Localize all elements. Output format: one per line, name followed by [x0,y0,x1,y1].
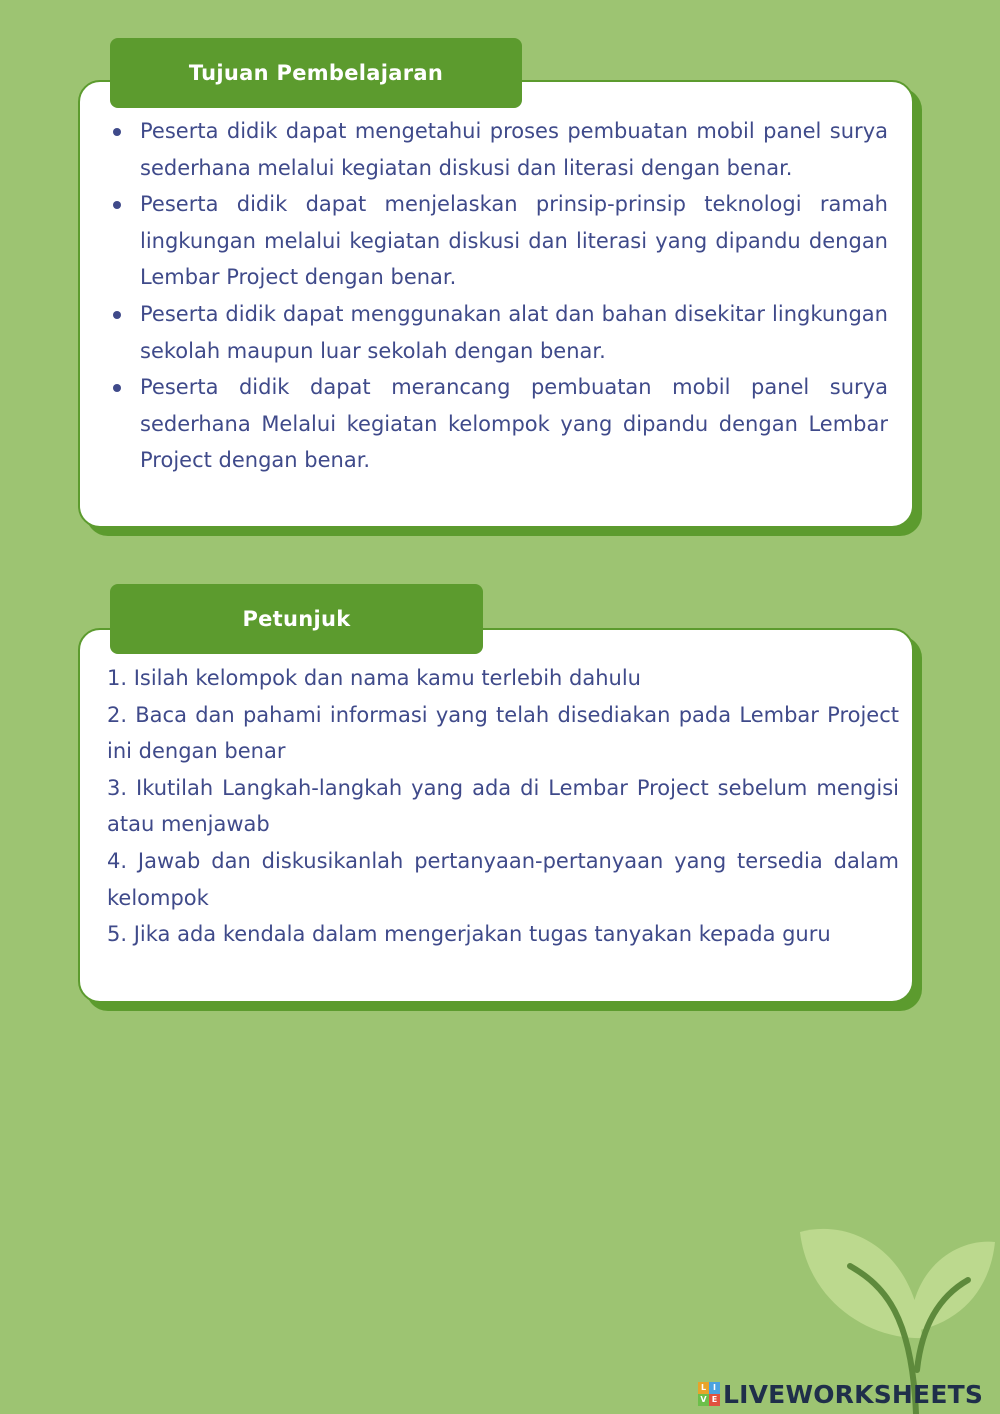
tujuan-item: Peserta didik dapat merancang pembuatan mobil panel surya sederhana Melalui kegiatan kelompok yang dipandu dengan Lembar Project dengan benar. [140,369,888,479]
tujuan-item: Peserta didik dapat menjelaskan prinsip-prinsip teknologi ramah lingkungan melalui kegiatan diskusi dan literasi yang dipandu dengan Lembar Project dengan benar. [140,186,888,296]
petunjuk-item: 4. Jawab dan diskusikanlah pertanyaan-pertanyaan yang tersedia dalam kelompok [107,848,899,910]
liveworksheets-watermark [698,1378,983,1410]
tujuan-title-tab [110,38,522,108]
tujuan-item: Peserta didik dapat mengetahui proses pembuatan mobil panel surya sederhana melalui kegiatan diskusi dan literasi dengan benar. [140,113,888,186]
petunjuk-title-tab [110,584,483,654]
petunjuk-list [107,660,899,953]
tujuan-list [140,113,888,479]
tujuan-item: Peserta didik dapat menggunakan alat dan bahan disekitar lingkungan sekolah maupun luar sekolah dengan benar. [140,296,888,369]
petunjuk-item: 2. Baca dan pahami informasi yang telah disediakan pada Lembar Project ini dengan benar [107,702,899,764]
petunjuk-title: Petunjuk [242,607,351,631]
petunjuk-item: 1. Isilah kelompok dan nama kamu terlebih dahulu [107,666,641,690]
bullet-icon [113,128,121,136]
bullet-icon [113,311,121,319]
liveworksheets-logo-icon: L I V E [698,1382,720,1406]
watermark-text: LIVEWORKSHEETS [723,1379,984,1409]
petunjuk-item: 5. Jika ada kendala dalam mengerjakan tugas tanyakan kepada guru [107,922,831,947]
tujuan-title: Tujuan Pembelajaran [188,61,444,85]
petunjuk-item: 3. Ikutilah Langkah-langkah yang ada di Lembar Project sebelum mengisi atau menjawab [107,775,899,837]
